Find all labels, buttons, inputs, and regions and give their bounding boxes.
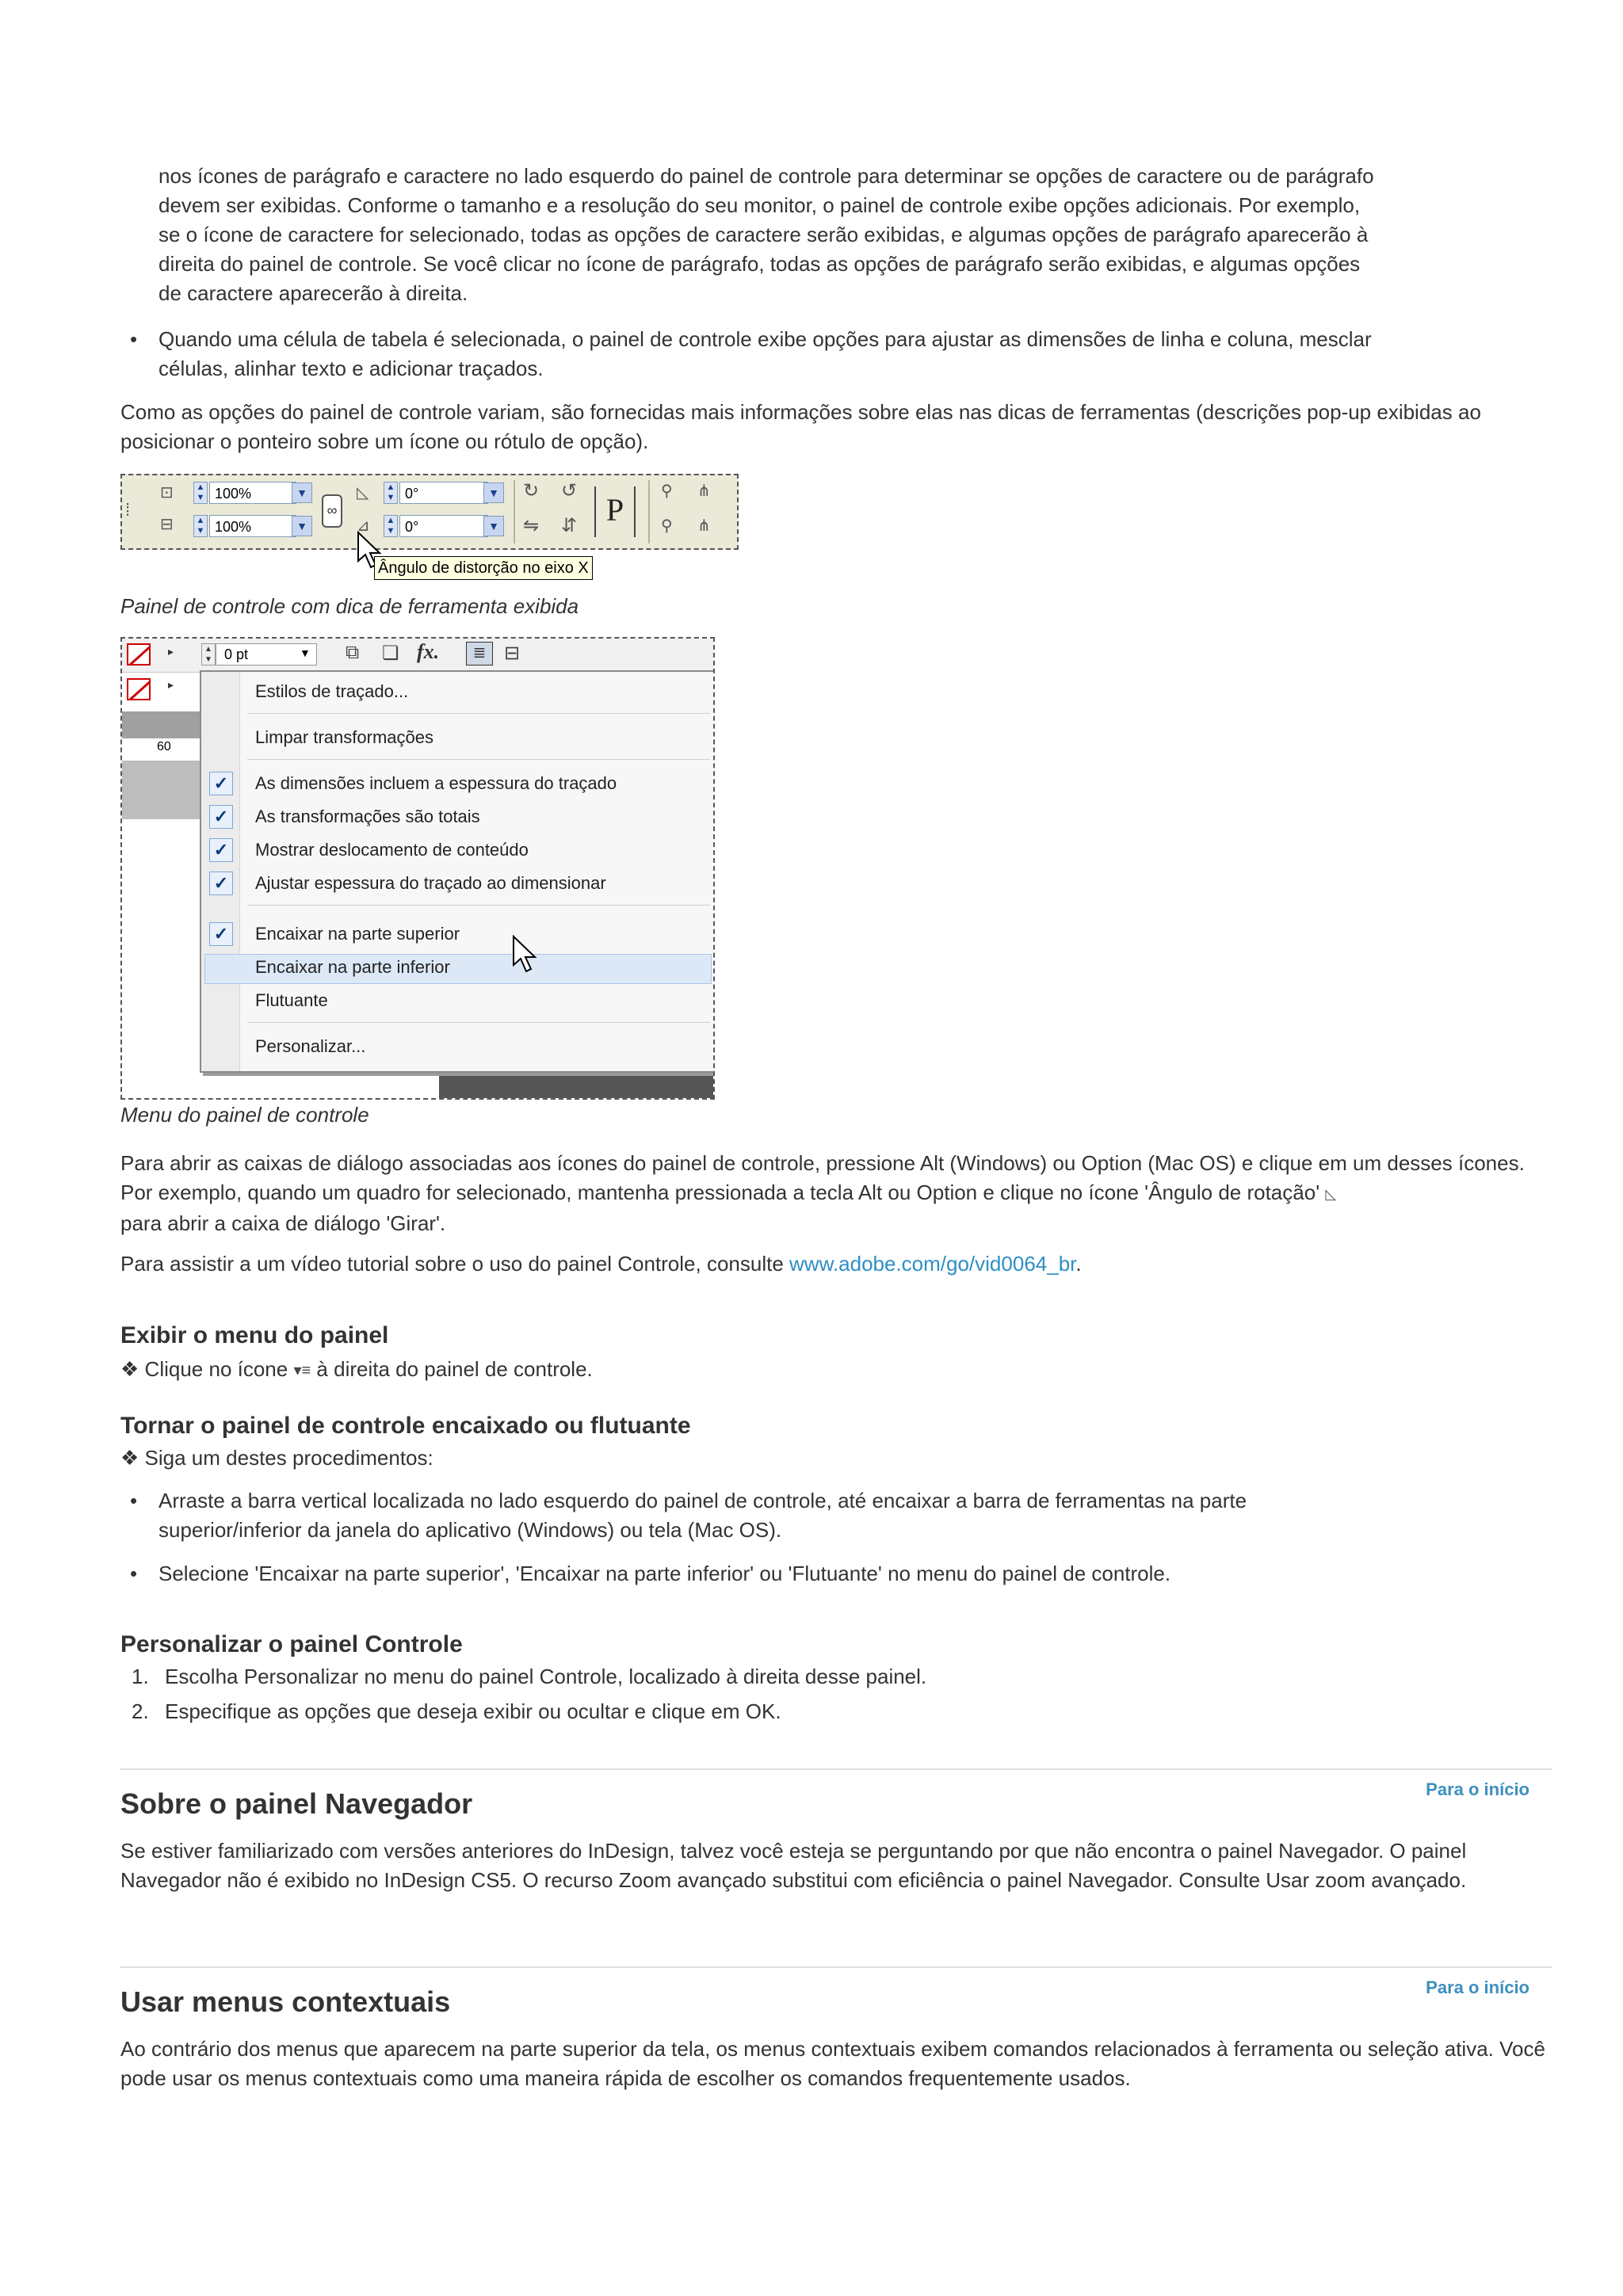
chevron-down-icon[interactable]: ▼ (483, 482, 504, 503)
menu-item[interactable]: Encaixar na parte inferior (255, 957, 450, 977)
stroke-none-icon[interactable] (127, 643, 151, 666)
rotate-field[interactable]: 0° (399, 482, 488, 504)
customize-heading: Personalizar o painel Controle (120, 1631, 463, 1657)
rotation-angle-icon: ◺ (1325, 1185, 1337, 1202)
fill-none-icon[interactable] (127, 678, 151, 700)
context-menus-paragraph: Ao contrário dos menus que aparecem na parte superior da tela, os menus contextuais exibem comandos relacionados à ferramenta ou seleção ativa. Você pode usar os menus contextuais como uma maneira rápida de escolher os comandos frequentemente usados. (120, 2037, 1545, 2090)
menu-item[interactable]: As dimensões incluem a espessura do traçado (255, 773, 617, 793)
drop-shadow-icon[interactable]: ❏ (382, 643, 399, 664)
spin-arrows-icon[interactable]: ▲ ▼ (384, 482, 398, 504)
small-triangle-icon[interactable]: ▸ (168, 678, 174, 691)
checkmark-icon: ✓ (209, 772, 233, 795)
chevron-down-icon[interactable]: ▼ (292, 516, 312, 536)
rotate-ccw-icon[interactable]: ↺ (561, 480, 578, 502)
back-to-top-link[interactable]: Para o início (1426, 1978, 1529, 1997)
show-menu-heading: Exibir o menu do painel (120, 1322, 389, 1348)
panel-menu-icon: ▾≡ (293, 1361, 311, 1379)
checkmark-icon: ✓ (209, 871, 233, 895)
menu-item[interactable]: As transformações são totais (255, 807, 480, 826)
effects-fx-icon[interactable]: fx. (417, 640, 440, 663)
spin-arrows-icon[interactable]: ▲ ▼ (193, 515, 208, 537)
rotate-cw-icon[interactable]: ↻ (523, 480, 540, 502)
menu-item[interactable]: Estilos de traçado... (255, 681, 409, 701)
navigator-paragraph: Se estiver familiarizado com versões anteriores do InDesign, talvez você esteja se perguntando por que não encontra o painel Navegador. O painel Navegador não é exibido no InDesign CS5. O recurso Zoom avançado substitui com eficiência o painel Navegador. Consulte Usar zoom avançado. (120, 1839, 1467, 1892)
frame-fitting-icon[interactable]: ⧉ (346, 642, 360, 663)
video-paragraph (120, 1249, 1552, 1279)
scale-y-icon: ⊟ (160, 516, 174, 533)
context-menus-heading: Usar menus contextuais (120, 1985, 451, 2018)
spin-arrows-icon[interactable]: ▲ ▼ (193, 482, 208, 504)
menu-item[interactable]: Personalizar... (255, 1036, 366, 1056)
bullet-dot: • (130, 1562, 138, 1585)
video-suffix: . (1075, 1252, 1082, 1276)
bullet-dot: • (130, 327, 138, 351)
menu-separator (247, 905, 710, 906)
menu-separator (247, 1022, 710, 1023)
section-divider (120, 1768, 1552, 1770)
dialogs-text: Para abrir as caixas de diálogo associadas aos ícones do painel de controle, pressione Alt (Windows) ou Option (Mac OS) e clique em um desses ícones. Por exemplo, quando um quadro for selecionado, mantenha pressionada a tecla Alt ou Option e clique no ícone 'Ângulo de rotação' (120, 1151, 1525, 1204)
checkmark-icon: ✓ (209, 805, 233, 829)
control-panel-menu-image (120, 637, 715, 1100)
checkmark-icon: ✓ (209, 838, 233, 862)
figure2-caption: Menu do painel de controle (120, 1103, 369, 1127)
menu-item[interactable]: Encaixar na parte superior (255, 924, 460, 944)
shear-angle-icon: ⊿ (357, 517, 370, 535)
ruler (122, 738, 209, 761)
bullet-dot: • (130, 1489, 138, 1512)
intro-paragraph: nos ícones de parágrafo e caractere no lado esquerdo do painel de controle para determinar se opções de caractere ou de parágrafo devem ser exibidas. Conforme o tamanho e a resolução do seu monitor, o painel de controle exibe opções adicionais. Por exemplo, se o ícone de caractere for selecionado, todas as opções de caractere serão exibidas, e algumas opções de parágrafo aparecerão à direita do painel de controle. Se você clicar no ícone de parágrafo, todas as opções de parágrafo serão exibidas, e algumas opções de caractere aparecerão à direita. (158, 164, 1374, 305)
dock-bullet: Selecione 'Encaixar na parte superior', 'Encaixar na parte inferior' ou 'Flutuante' no menu do painel de controle. (158, 1562, 1171, 1585)
step-number: 1. (132, 1665, 149, 1688)
chevron-down-icon[interactable]: ▼ (300, 646, 311, 659)
mouse-pointer-icon (512, 935, 539, 974)
control-panel-image (120, 474, 739, 550)
menu-item[interactable]: Ajustar espessura do traçado ao dimensionar (255, 873, 606, 893)
ruler-mark: 60 (157, 740, 171, 753)
navigator-heading: Sobre o painel Navegador (120, 1787, 473, 1820)
dock-step-text: Siga um destes procedimentos: (144, 1446, 433, 1470)
bullet-table-cell: Quando uma célula de tabela é selecionada, o painel de controle exibe opções para ajustar as dimensões de linha e coluna, mesclar células, alinhar texto e adicionar traçados. (158, 327, 1372, 380)
flip-vertical-icon[interactable]: ⇵ (561, 515, 578, 536)
checkmark-icon: ✓ (209, 922, 233, 946)
step-diamond-icon: ❖ (120, 1446, 139, 1470)
chevron-down-icon[interactable]: ▼ (292, 482, 312, 503)
back-to-top-link[interactable]: Para o início (1426, 1779, 1529, 1799)
constrain-link-icon[interactable]: ∞ (322, 494, 342, 528)
select-container-icon[interactable]: ⚲ (661, 482, 673, 500)
figure1-caption: Painel de controle com dica de ferramenta exibida (120, 594, 579, 618)
video-link[interactable]: www.adobe.com/go/vid0064_br (789, 1252, 1076, 1276)
dock-step (120, 1444, 1552, 1473)
video-prefix: Para assistir a um vídeo tutorial sobre o uso do painel Controle, consulte (120, 1252, 784, 1276)
scale-x-field[interactable]: 100% (209, 482, 296, 504)
menu-item[interactable]: Limpar transformações (255, 727, 433, 747)
grip-icon: ⁞ (125, 500, 131, 520)
columns-icon[interactable]: ⊟ (504, 643, 521, 664)
scale-y-field[interactable]: 100% (209, 515, 296, 537)
rotate-angle-icon: ◺ (357, 484, 369, 502)
show-menu-step-prefix: Clique no ícone (144, 1357, 288, 1381)
dialogs-text-end: para abrir a caixa de diálogo 'Girar'. (120, 1211, 446, 1235)
control-panel-menu (200, 670, 715, 1073)
section-divider (120, 1966, 1552, 1968)
dock-bullet: Arraste a barra vertical localizada no lado esquerdo do painel de controle, até encaixar a barra de ferramentas na parte superior/inferior da janela do aplicativo (Windows) ou tela (Mac OS). (158, 1489, 1247, 1542)
select-next-icon[interactable]: ⋔ (697, 482, 711, 500)
customize-step: Especifique as opções que deseja exibir ou ocultar e clique em OK. (165, 1699, 781, 1723)
shear-field[interactable]: 0° (399, 515, 488, 537)
paragraph-reference-icon[interactable]: P (594, 486, 636, 537)
menu-item[interactable]: Mostrar deslocamento de conteúdo (255, 840, 529, 860)
menu-separator (247, 713, 710, 714)
show-menu-step-suffix: à direita do painel de controle. (316, 1357, 593, 1381)
menu-separator (247, 759, 710, 760)
flip-horizontal-icon[interactable]: ⇋ (523, 515, 540, 536)
dock-heading: Tornar o painel de controle encaixado ou flutuante (120, 1413, 691, 1439)
tooltips-paragraph: Como as opções do painel de controle variam, são fornecidas mais informações sobre elas nas dicas de ferramentas (descrições pop-up exibidas ao posicionar o ponteiro sobre um ícone ou rótulo de opção). (120, 400, 1481, 453)
text-wrap-icon[interactable]: ≣ (466, 642, 493, 666)
chevron-down-icon[interactable]: ▼ (483, 516, 504, 536)
step-diamond-icon: ❖ (120, 1357, 139, 1381)
step-number: 2. (132, 1699, 149, 1723)
show-menu-step (120, 1355, 1552, 1386)
menu-item[interactable]: Flutuante (255, 990, 328, 1010)
stroke-weight-field[interactable]: 0 pt (216, 643, 317, 666)
spin-arrows-icon[interactable]: ▲ ▼ (384, 515, 398, 537)
dialogs-paragraph (120, 1149, 1552, 1238)
tooltip: Ângulo de distorção no eixo X (374, 556, 593, 580)
scale-x-icon: ⊡ (160, 484, 174, 502)
customize-step: Escolha Personalizar no menu do painel Controle, localizado à direita desse painel. (165, 1665, 927, 1688)
select-content-icon[interactable]: ⚲ (661, 517, 673, 535)
spin-arrows-icon[interactable]: ▲ ▼ (201, 643, 216, 666)
select-previous-icon[interactable]: ⋔ (697, 517, 711, 535)
small-triangle-icon[interactable]: ▸ (168, 645, 174, 658)
